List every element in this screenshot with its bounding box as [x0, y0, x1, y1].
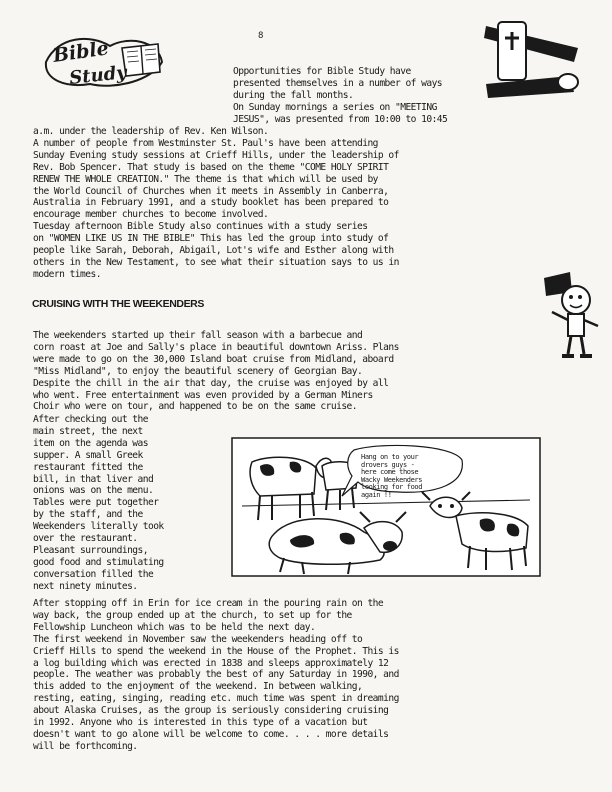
text-line: people like Sarah, Deborah, Abigail, Lot's wife and Esther along with [33, 245, 394, 257]
text-line: main street, the next [33, 425, 143, 437]
text-line: on "WOMEN LIKE US IN THE BIBLE" This has led the group into study of [33, 233, 389, 245]
text-line: onions was on the menu. [33, 485, 154, 497]
text-line: "Miss Midland", to enjoy the beautiful scenery of Georgian Bay. [33, 365, 363, 377]
text-line: people. The weather was probably the best of any Saturday in 1990, and [33, 669, 399, 681]
candle-clipart [478, 18, 588, 100]
text-line: a log building which was erected in 1838 and sleeps approximately 12 [33, 657, 389, 669]
text-line: this added to the enjoyment of the weekend. In between walking, [33, 681, 363, 693]
text-line: others in the New Testament, to see what their situation says to us in [33, 256, 399, 268]
text-line: corn roast at Joe and Sally's place in beautiful downtown Ariss. Plans [33, 341, 399, 353]
page-number: 8 [258, 31, 264, 41]
text-line: modern times. [33, 268, 101, 280]
text-line: Sunday Evening study sessions at Crieff Hills, under the leadership of [33, 149, 399, 161]
text-line: JESUS", was presented from 10:00 to 10:45 [233, 113, 448, 125]
text-line: After checking out the [33, 414, 148, 425]
text-line: about Alaska Cruises, as the group is seriously considering cruising [33, 705, 389, 717]
text-line: who went. Free entertainment was even provided by a German Miners [33, 389, 373, 401]
text-line: Despite the chill in the air that day, the cruise was enjoyed by all [33, 377, 389, 389]
text-line: Weekenders literally took [33, 521, 164, 533]
text-line: Australia in February 1991, and a study booklet has been prepared to [33, 197, 389, 209]
text-line: Fellowship Luncheon which was to be held the next day. [33, 621, 316, 633]
bible-study-intro [233, 66, 447, 126]
text-line: resting, eating, singing, reading etc. much time was spent in dreaming [33, 693, 399, 705]
caption-line: here come those [361, 468, 419, 477]
caption-line: looking for food [361, 483, 423, 492]
text-line: over the restaurant. [33, 533, 138, 545]
text-line: during the fall months. [233, 89, 354, 101]
text-line: a.m. under the leadership of Rev. Ken Wilson. [33, 126, 269, 137]
text-line: Tuesday afternoon Bible Study also continues with a study series [33, 221, 368, 233]
weekenders-paragraph-1 [33, 330, 399, 413]
text-line: After stopping off in Erin for ice cream in the pouring rain on the [33, 598, 384, 609]
svg-text:Study: Study [68, 62, 128, 89]
weekenders-narrow-column [33, 414, 164, 593]
text-line: good food and stimulating [33, 556, 164, 568]
text-line: doesn't want to go alone will be welcome to come. . . . more details [33, 728, 389, 740]
cartoon-caption [361, 454, 422, 500]
caption-line: again !! [361, 490, 392, 499]
text-line: item on the agenda was [33, 437, 148, 449]
text-line: Crieff Hills to spend the weekend in the House of the Prophet. This is [33, 645, 399, 657]
text-line: Opportunities for Bible Study have [233, 66, 411, 77]
text-line: Rev. Bob Spencer. That study is based on the theme "COME HOLY SPIRIT [33, 161, 389, 173]
svg-text:Bible: Bible [51, 37, 111, 67]
bible-study-logo [40, 32, 168, 92]
text-line: The first weekend in November saw the weekenders heading off to [33, 633, 363, 645]
caption-line: Hang on to your [361, 453, 419, 461]
text-line: presented themselves in a number of ways [233, 77, 443, 89]
text-line: Choir who were on tour, and happened to be on the same cruise. [33, 401, 358, 413]
text-line: RENEW THE WHOLE CREATION." The theme is that which will be used by [33, 173, 378, 185]
text-line: restaurant fitted the [33, 461, 143, 473]
bible-study-body [33, 126, 399, 281]
text-line: bill, in that liver and [33, 473, 154, 485]
text-line: Pleasant surroundings, [33, 544, 148, 556]
text-line: will be forthcoming. [33, 740, 138, 752]
text-line: conversation filled the [33, 568, 154, 580]
text-line: Tables were put together [33, 497, 159, 509]
text-line: the World Council of Churches when it meets in Assembly in Canberra, [33, 185, 389, 197]
text-line: encourage member churches to become involved. [33, 209, 269, 221]
text-line: On Sunday mornings a series on "MEETING [233, 101, 437, 113]
text-line: in 1992. Anyone who is interested in this type of a vacation but [33, 717, 368, 729]
text-line: supper. A small Greek [33, 449, 143, 461]
text-line: way back, the group ended up at the church, to set up for the [33, 609, 352, 621]
weekenders-paragraph-2 [33, 598, 399, 753]
text-line: by the staff, and the [33, 509, 143, 521]
caption-line: Wacky Weekenders [361, 475, 423, 484]
text-line: next ninety minutes. [33, 580, 138, 592]
weekenders-heading: CRUISING WITH THE WEEKENDERS [32, 298, 204, 310]
text-line: A number of people from Westminster St. Paul's have been attending [33, 137, 378, 149]
cartoon-character-clipart [540, 268, 604, 360]
caption-line: drovers guys - [361, 460, 415, 469]
text-line: The weekenders started up their fall season with a barbecue and [33, 330, 363, 341]
text-line: were made to go on the 30,000 Island boat cruise from Midland, aboard [33, 353, 394, 365]
